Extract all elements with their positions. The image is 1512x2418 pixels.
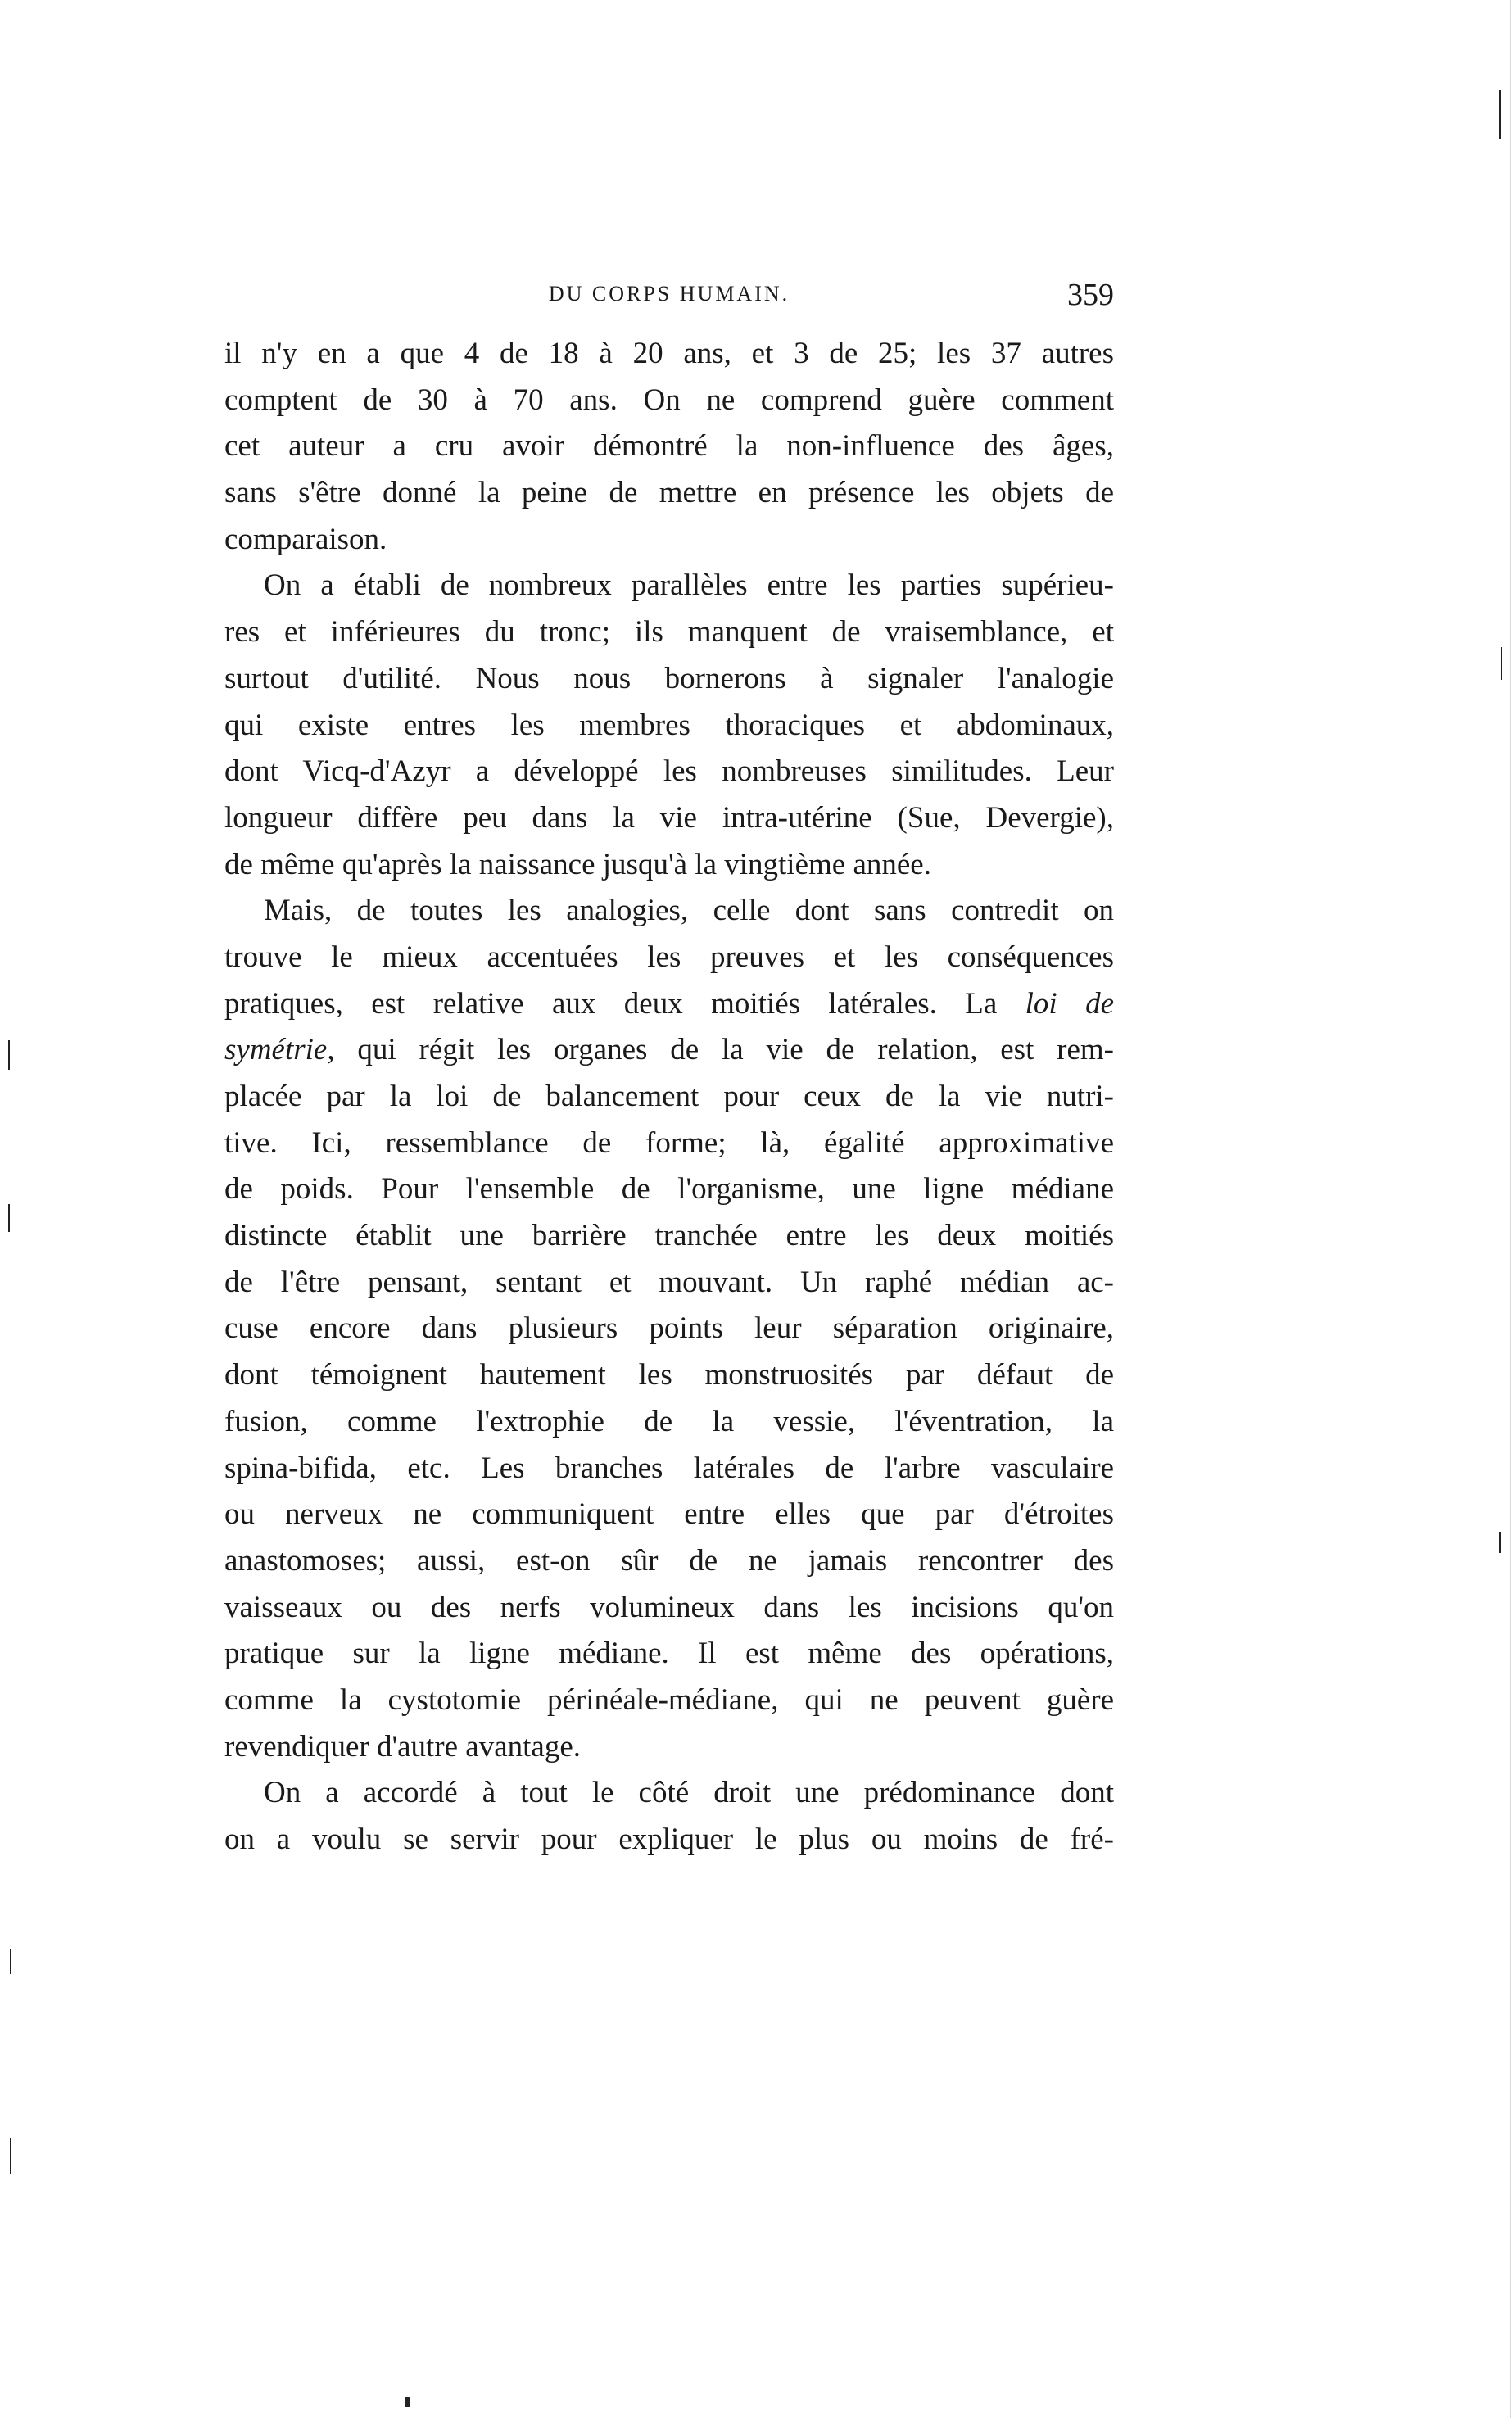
text-line: ou nerveux ne communiquent entre elles que par d'étroites xyxy=(224,1497,1114,1532)
text-line: anastomoses; aussi, est-on sûr de ne jamais rencontrer des xyxy=(224,1543,1114,1578)
text-line: vaisseaux ou des nerfs volumineux dans les incisions qu'on xyxy=(224,1590,1114,1624)
text-line: de poids. Pour l'ensemble de l'organisme, une ligne médiane xyxy=(224,1172,1114,1207)
running-head: DU CORPS HUMAIN. xyxy=(548,282,790,306)
text-line: placée par la loi de balancement pour ceux de la vie nutri- xyxy=(224,1080,1114,1113)
text-line: res et inférieures du tronc; ils manquent de vraisemblance, et xyxy=(224,615,1114,650)
page-number: 359 xyxy=(1067,278,1114,312)
scan-artifact xyxy=(1501,647,1502,680)
text-line: comparaison. xyxy=(224,522,387,556)
italic-term: symétrie xyxy=(224,1033,328,1067)
text-line: cuse encore dans plusieurs points leur séparation originaire, xyxy=(224,1311,1114,1346)
text-line: distincte établit une barrière tranchée entre les deux moitiés xyxy=(224,1219,1114,1253)
scan-artifact xyxy=(405,2397,410,2407)
italic-term: loi de xyxy=(1025,986,1115,1021)
text-line: longueur diffère peu dans la vie intra-utérine (Sue, Devergie), xyxy=(224,800,1114,835)
text-line: tive. Ici, ressemblance de forme; là, égalité approximative xyxy=(224,1125,1114,1160)
text-line xyxy=(224,981,1114,1028)
text-line: On a établi de nombreux parallèles entre les parties supérieu- xyxy=(264,568,1114,603)
scan-artifact xyxy=(1499,1532,1501,1553)
text-line: dont témoignent hautement les monstruosités par défaut de xyxy=(224,1358,1114,1392)
text-line: surtout d'utilité. Nous nous bornerons à signaler l'analogie xyxy=(224,661,1114,695)
scan-artifact xyxy=(1499,90,1501,139)
text-line: Mais, de toutes les analogies, celle dont sans contredit on xyxy=(264,894,1114,928)
text-line xyxy=(224,1027,1114,1074)
text-segment: pratiques, est relative aux deux moitiés latérales. La xyxy=(224,986,1025,1021)
scan-artifact xyxy=(10,2138,11,2174)
text-line: cet auteur a cru avoir démontré la non-influence des âges, xyxy=(224,429,1114,464)
text-line: spina-bifida, etc. Les branches latérales de l'arbre vasculaire xyxy=(224,1451,1114,1485)
text-line: comme la cystotomie périnéale-médiane, qui ne peuvent guère xyxy=(224,1682,1114,1717)
text-line: revendiquer d'autre avantage. xyxy=(224,1729,582,1764)
text-line: de l'être pensant, sentant et mouvant. Un raphé médian ac- xyxy=(224,1265,1114,1299)
text-line: pratique sur la ligne médiane. Il est même des opérations, xyxy=(224,1637,1114,1671)
text-line: fusion, comme l'extrophie de la vessie, l'éventration, la xyxy=(224,1404,1114,1438)
text-line: sans s'être donné la peine de mettre en présence les objets de xyxy=(224,476,1114,510)
scan-artifact xyxy=(8,1040,10,1070)
text-segment: , qui régit les organes de la vie de relation, est rem- xyxy=(327,1033,1114,1067)
text-line: comptent de 30 à 70 ans. On ne comprend guère comment xyxy=(224,383,1114,417)
text-line: il n'y en a que 4 de 18 à 20 ans, et 3 de 25; les 37 autres xyxy=(224,337,1114,370)
text-body xyxy=(224,331,1114,1863)
text-line: qui existe entres les membres thoraciques et abdominaux, xyxy=(224,708,1114,742)
scan-artifact xyxy=(8,1204,10,1232)
text-line: on a voulu se servir pour expliquer le plus ou moins de fré- xyxy=(224,1823,1114,1856)
text-line: trouve le mieux accentuées les preuves et les conséquences xyxy=(224,940,1114,974)
text-line: On a accordé à tout le côté droit une prédominance dont xyxy=(264,1776,1114,1810)
scan-artifact xyxy=(10,1949,11,1974)
text-line: dont Vicq-d'Azyr a développé les nombreuses similitudes. Leur xyxy=(224,754,1114,789)
text-line: de même qu'après la naissance jusqu'à la vingtième année. xyxy=(224,847,931,881)
page-edge xyxy=(1510,0,1511,2418)
page-header xyxy=(224,277,1114,323)
